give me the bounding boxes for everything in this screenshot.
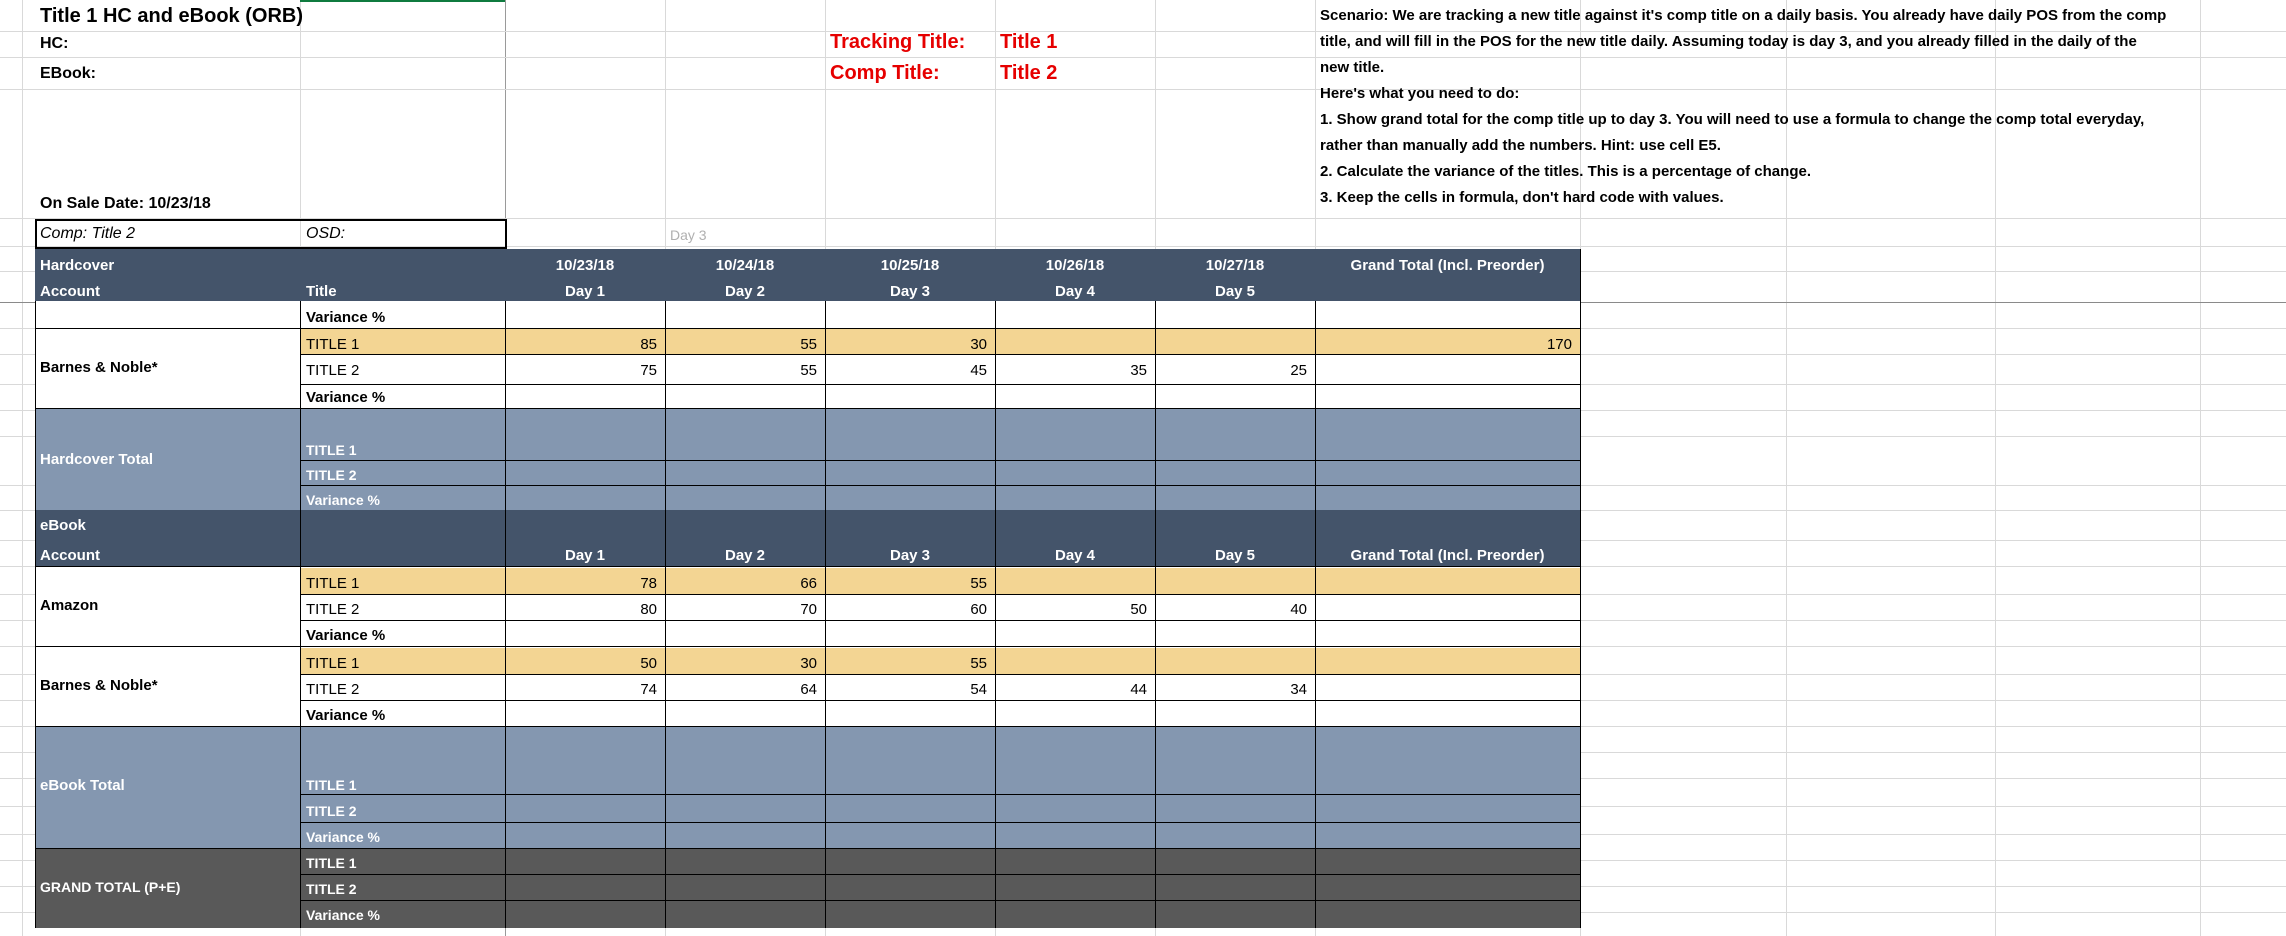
cell-value[interactable]: 25 [1290,362,1307,379]
title2-label: TITLE 2 [306,803,357,819]
scenario-line: 1. Show grand total for the comp title up to day 3. You will need to use a formula to change the comp total everyday, [1320,111,2145,128]
cell-value[interactable]: 64 [800,681,817,698]
hardcover-total-label: Hardcover Total [40,451,154,468]
day-header: Day 3 [889,547,931,564]
cell-value[interactable]: 35 [1130,362,1147,379]
day-header: Day 1 [564,547,606,564]
cell-value[interactable]: 55 [970,575,987,592]
cell-value[interactable]: 55 [800,336,817,353]
account-barnes-noble: Barnes & Noble* [40,677,158,694]
cell-value[interactable]: 80 [640,601,657,618]
cell-value[interactable]: 75 [640,362,657,379]
ebook-label: EBook: [40,65,96,82]
cell-value[interactable]: 34 [1290,681,1307,698]
cell-value[interactable]: 45 [970,362,987,379]
title1-label: TITLE 1 [306,336,360,353]
scenario-line: Scenario: We are tracking a new title against it's comp title on a daily basis. You already have daily POS from the comp [1320,7,2167,24]
date-header: 10/23/18 [555,257,615,274]
account-barnes-noble: Barnes & Noble* [40,359,158,376]
date-header: 10/26/18 [1045,257,1105,274]
date-header: 10/24/18 [715,257,775,274]
variance-label: Variance % [306,707,386,724]
cell-value[interactable]: 66 [800,575,817,592]
date-header: 10/27/18 [1205,257,1265,274]
title2-label: TITLE 2 [306,881,357,897]
cell-value[interactable]: 40 [1290,601,1307,618]
scenario-line: rather than manually add the numbers. Hint: use cell E5. [1320,137,1721,154]
tracking-title-value[interactable]: Title 1 [1000,31,1058,53]
title1-label: TITLE 1 [306,442,357,458]
scenario-line: new title. [1320,59,1385,76]
ebook-section-label: eBook [40,517,86,534]
hardcover-section-label: Hardcover [40,257,115,274]
osd-cell[interactable]: OSD: [306,225,346,242]
cell-value[interactable]: 60 [970,601,987,618]
cell-value[interactable]: 85 [640,336,657,353]
variance-label: Variance % [306,627,386,644]
title1-label: TITLE 1 [306,655,360,672]
cell-value[interactable]: 44 [1130,681,1147,698]
variance-label: Variance % [306,829,380,845]
day-header: Day 4 [1054,283,1096,300]
variance-label: Variance % [306,907,380,923]
day-header: Day 4 [1054,547,1096,564]
tracking-title-label: Tracking Title: [830,31,966,53]
day-header: Day 2 [724,547,766,564]
title2-label: TITLE 2 [306,681,360,698]
cell-value[interactable]: 55 [800,362,817,379]
on-sale-date: On Sale Date: 10/23/18 [40,195,211,212]
title1-label: TITLE 1 [306,777,357,793]
variance-label: Variance % [306,309,386,326]
title2-label: TITLE 2 [306,467,357,483]
cell-value[interactable]: 50 [640,655,657,672]
hc-label: HC: [40,35,69,52]
cell-value[interactable]: 55 [970,655,987,672]
cell-value[interactable]: 74 [640,681,657,698]
title1-label: TITLE 1 [306,575,360,592]
title-header: Title [306,283,337,300]
comp-title-label: Comp Title: [830,62,940,84]
scenario-line: Here's what you need to do: [1320,85,1520,102]
grand-total-label: GRAND TOTAL (P+E) [40,879,181,895]
title1-label: TITLE 1 [306,855,357,871]
variance-label: Variance % [306,389,386,406]
sheet-title: Title 1 HC and eBook (ORB) [40,5,303,27]
comp-title-value[interactable]: Title 2 [1000,62,1058,84]
scenario-line: 2. Calculate the variance of the titles. This is a percentage of change. [1320,163,1811,180]
scenario-line: 3. Keep the cells in formula, don't hard code with values. [1320,189,1724,206]
day-header: Day 3 [889,283,931,300]
ebook-total-label: eBook Total [40,777,125,794]
day-header: Day 5 [1214,547,1256,564]
title2-label: TITLE 2 [306,362,360,379]
comp-title-cell[interactable]: Comp: Title 2 [40,225,135,242]
grand-total-header: Grand Total (Incl. Preorder) [1350,547,1545,564]
cell-value[interactable]: 30 [970,336,987,353]
cell-value[interactable]: 54 [970,681,987,698]
cell-value[interactable]: 170 [1546,336,1572,353]
cell-value[interactable]: 50 [1130,601,1147,618]
date-header: 10/25/18 [880,257,940,274]
variance-label: Variance % [306,492,380,508]
cell-value[interactable]: 78 [640,575,657,592]
cell-value[interactable]: 70 [800,601,817,618]
cell-value[interactable]: 30 [800,655,817,672]
day-header: Day 5 [1214,283,1256,300]
day3-marker: Day 3 [670,227,707,243]
grand-total-header: Grand Total (Incl. Preorder) [1350,257,1545,274]
account-header: Account [40,283,100,300]
scenario-line: title, and will fill in the POS for the new title daily. Assuming today is day 3, and you already filled in the daily of the [1320,33,2137,50]
account-amazon: Amazon [40,597,99,614]
day-header: Day 2 [724,283,766,300]
day-header: Day 1 [564,283,606,300]
account-header: Account [40,547,100,564]
title2-label: TITLE 2 [306,601,360,618]
